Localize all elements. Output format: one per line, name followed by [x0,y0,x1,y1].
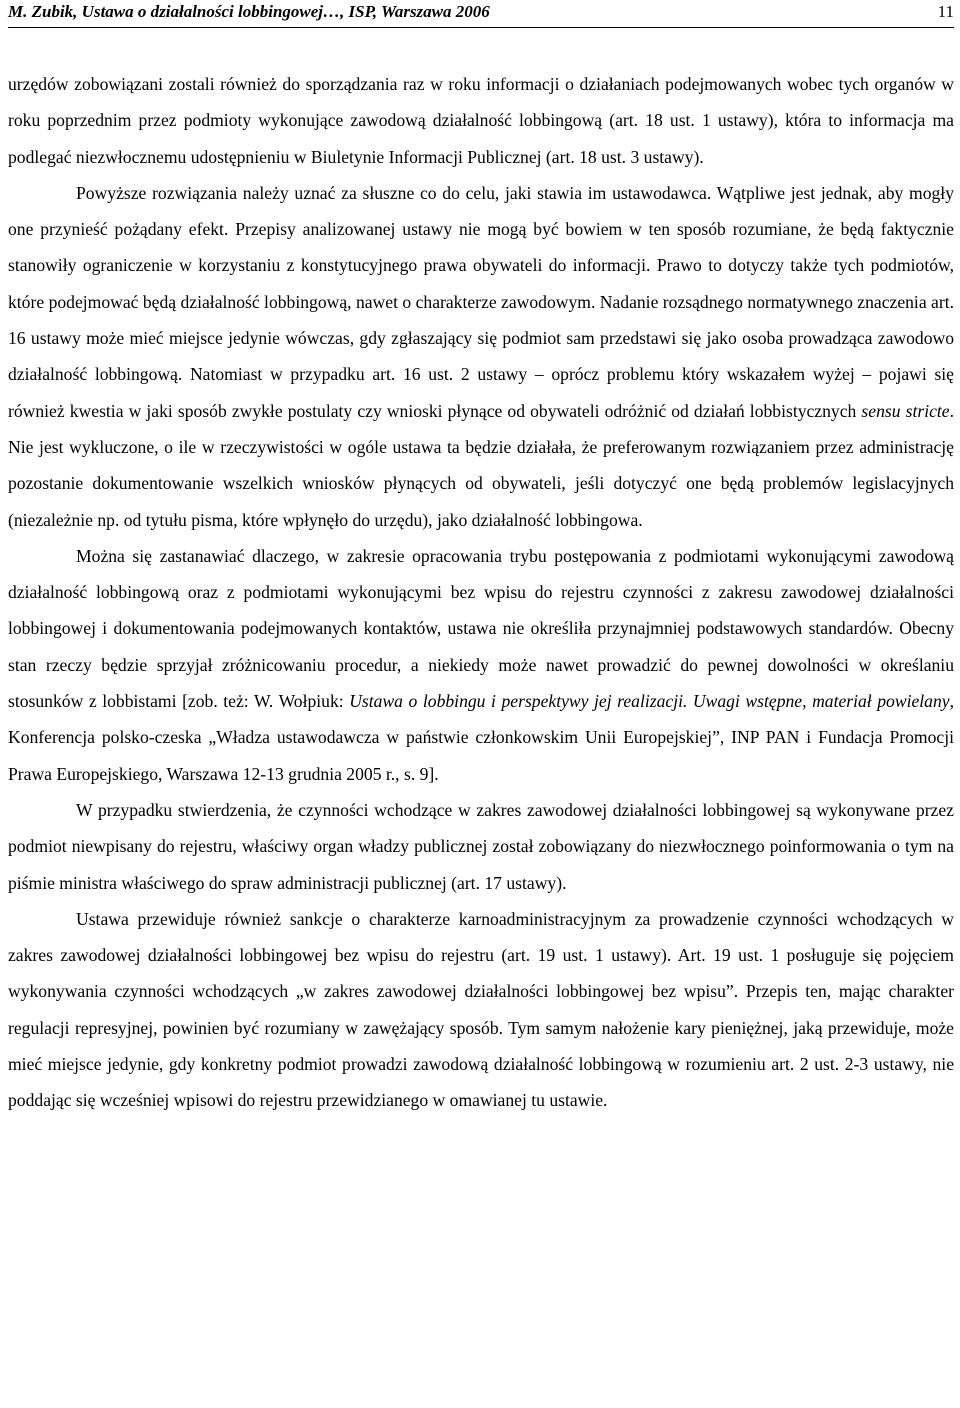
paragraph-3 [8,538,954,792]
header-title: M. Zubik, Ustawa o działalności lobbingowej…, ISP, Warszawa 2006 [8,2,490,21]
page-number: 11 [937,2,954,21]
paragraph-2-text-after: . Nie jest wykluczone, o ile w rzeczywistości w ogóle ustawa ta będzie działała, że preferowanym rozwiązaniem przez administrację pozostanie dokumentowanie wszelkich wniosków płynących od obywateli, jeśli dotyczyć one będą problemów legislacyjnych (niezależnie np. od tytułu pisma, które wpłynęło do urzędu), jako działalność lobbingowa. [8,400,954,530]
paragraph-4 [8,792,954,901]
paragraph-1-text: urzędów zobowiązani zostali również do sporządzania raz w roku informacji o działaniach podejmowanych wobec tych organów w roku poprzednim przez podmioty wykonujące zawodową działalność lobbingową (art. 18 ust. 1 ustawy), która to informacja ma podlegać niezwłocznemu udostępnieniu w Biuletynie Informacji Publicznej (art. 18 ust. 3 ustawy). [8,74,954,167]
document-body [8,66,954,1119]
paragraph-2 [8,175,954,538]
paragraph-3-text: Można się zastanawiać dlaczego, w zakresie opracowania trybu postępowania z podmiotami wykonującymi zawodową działalność lobbingową oraz z podmiotami wykonującymi bez wpisu do rejestru czynności z zakresu zawodowej działalności lobbingowej i dokumentowania podejmowanych kontaktów, ustawa nie określiła przynajmniej podstawowych standardów. Obecny stan rzeczy będzie sprzyjał zróżnicowaniu procedur, a niekiedy może nawet prowadzić do pewnej dowolności w określaniu stosunków z lobbistami [zob. też: W. Wołpiuk: [8,545,954,712]
paragraph-2-italic: sensu stricte [861,400,950,421]
paragraph-5-text: Ustawa przewiduje również sankcje o charakterze karnoadministracyjnym za prowadzenie czynności wchodzących w zakres zawodowej działalności lobbingowej bez wpisu do rejestru (art. 19 ust. 1 ustawy). Art. 19 ust. 1 posługuje się pojęciem wykonywania czynności wchodzących „w zakres zawodowej działalności lobbingowej bez wpisu”. Przepis ten, mając charakter regulacji represyjnej, powinien być rozumiany w zawężający sposób. Tym samym nałożenie kary pieniężnej, jaką przewiduje, może mieć miejsce jedynie, gdy konkretny podmiot prowadzi zawodową działalność lobbingową w rozumieniu art. 2 ust. 2-3 ustawy, nie poddając się wcześniej wpisowi do rejestru przewidzianego w omawianej tu ustawie. [8,908,954,1111]
paragraph-5 [8,901,954,1119]
header-rule [8,27,954,28]
paragraph-3-text-after: , Konferencja polsko-czeska „Władza ustawodawcza w państwie członkowskim Unii Europejskiej”, INP PAN i Fundacja Promocji Prawa Europejskiego, Warszawa 12-13 grudnia 2005 r., s. 9]. [8,691,954,784]
paragraph-1 [8,66,954,175]
paragraph-2-text: Powyższe rozwiązania należy uznać za słuszne co do celu, jaki stawia im ustawodawca. Wątpliwe jest jednak, aby mogły one przynieść pożądany efekt. Przepisy analizowanej ustawy nie mogą być bowiem w ten sposób rozumiane, że będą faktycznie stanowiły ograniczenie w korzystaniu z konstytucyjnego prawa obywateli do informacji. Prawo to dotyczy także tych podmiotów, które podejmować będą działalność lobbingową, nawet o charakterze zawodowym. Nadanie rozsądnego normatywnego znaczenia art. 16 ustawy może mieć miejsce jedynie wówczas, gdy zgłaszający się podmiot sam przedstawi się jako osoba prowadząca zawodowo działalność lobbingową. Natomiast w przypadku art. 16 ust. 2 ustawy – oprócz problemu który wskazałem wyżej – pojawi się również kwestia w jaki sposób zwykłe postulaty czy wnioski płynące od obywateli odróżnić od działań lobbistycznych [8,182,954,421]
page-header [8,0,954,26]
paragraph-4-text: W przypadku stwierdzenia, że czynności wchodzące w zakres zawodowej działalności lobbingowej są wykonywane przez podmiot niewpisany do rejestru, właściwy organ władzy publicznej został zobowiązany do niezwłocznego poinformowania o tym na piśmie ministra właściwego do spraw administracji publicznej (art. 17 ustawy). [8,799,954,893]
paragraph-3-italic: Ustawa o lobbingu i perspektywy jej realizacji. Uwagi wstępne, materiał powielany [349,691,950,712]
